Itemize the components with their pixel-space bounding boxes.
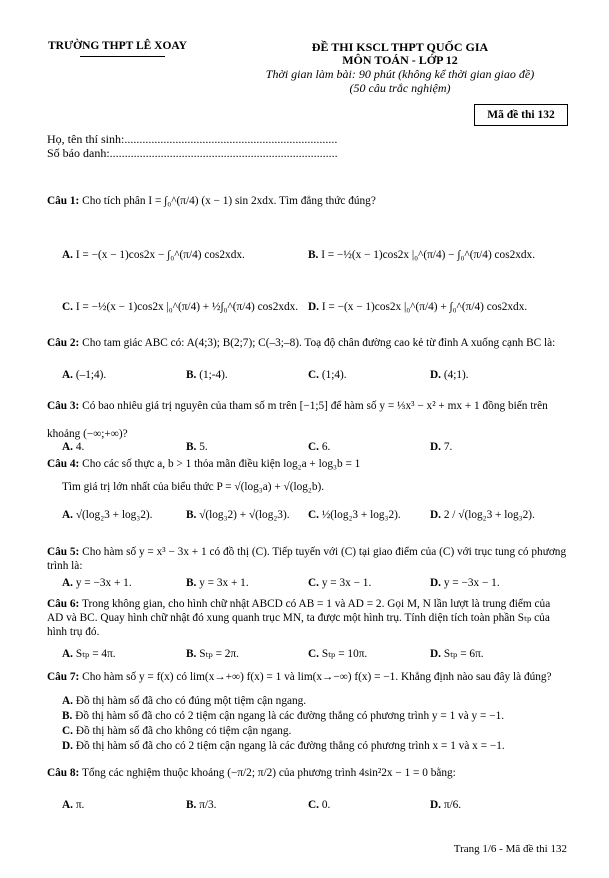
q5-text: Cho hàm số y = x³ − 3x + 1 có đồ thị (C). Tiếp tuyến với (C) tại giao điểm của (C) với trục tung có phương trình là: bbox=[47, 546, 567, 572]
q1-label: Câu 1: bbox=[47, 195, 80, 207]
q3-b-text: 5. bbox=[199, 441, 208, 453]
q4-text: Cho các số thực a, b > 1 thỏa mãn điều kiện log₂a + log₃b = 1 bbox=[82, 458, 361, 470]
q7-option-d: D. Đồ thị hàm số đã cho có 2 tiệm cận ngang là các đường thẳng có phương trình x = 1 và x = −1. bbox=[62, 740, 505, 752]
q7-b-text: Đồ thị hàm số đã cho có 2 tiệm cận ngang là các đường thẳng có phương trình y = 1 và y = −1. bbox=[75, 710, 505, 722]
q5-option-d: D. y = −3x − 1. bbox=[430, 577, 500, 589]
q8-c-text: 0. bbox=[321, 799, 331, 811]
q4-b-text: √(log₃2) + √(log₂3). bbox=[199, 509, 290, 521]
q3-text: Có bao nhiêu giá trị nguyên của tham số m trên [−1;5] để hàm số y = ⅓x³ − x² + mx + 1 đồng biến trên khoảng (−∞;+∞)? bbox=[47, 400, 548, 440]
q8-option-d: D. π/6. bbox=[430, 799, 462, 811]
question-5 bbox=[47, 545, 567, 573]
q8-d-text: π/6. bbox=[443, 799, 462, 811]
q1-b-text: I = −½(x − 1)cos2x |₀^(π/4) − ∫₀^(π/4) cos2xdx. bbox=[321, 249, 536, 261]
school-name: TRƯỜNG THPT LÊ XOAY bbox=[48, 40, 187, 52]
q6-option-d: D. Sₜₚ = 6π. bbox=[430, 648, 484, 660]
q8-text: Tổng các nghiệm thuộc khoảng (−π/2; π/2) của phương trình 4sin²2x − 1 = 0 bằng: bbox=[81, 767, 456, 779]
q6-a-text: Sₜₚ = 4π. bbox=[75, 648, 116, 660]
exam-format: (50 câu trắc nghiệm) bbox=[349, 81, 451, 95]
question-8 bbox=[47, 766, 567, 780]
q5-b-text: y = 3x + 1. bbox=[199, 577, 249, 589]
q2-option-c: C. (1;4). bbox=[308, 369, 347, 381]
q7-text: Cho hàm số y = f(x) có lim(x→+∞) f(x) = 1 và lim(x→−∞) f(x) = −1. Khẳng định nào sau đây là đúng? bbox=[82, 671, 552, 683]
q2-a-text: (–1;4). bbox=[75, 369, 107, 381]
exam-title: ĐỀ THI KSCL THPT QUỐC GIA bbox=[311, 40, 489, 54]
q5-d-text: y = −3x − 1. bbox=[443, 577, 500, 589]
q8-option-c: C. 0. bbox=[308, 799, 331, 811]
q1-expr: I = ∫₀^(π/4) (x − 1) sin 2xdx. bbox=[148, 195, 277, 207]
q2-option-b: B. (1;-4). bbox=[186, 369, 228, 381]
q3-a-text: 4. bbox=[75, 441, 85, 453]
q2-c-text: (1;4). bbox=[321, 369, 347, 381]
q2-b-text: (1;-4). bbox=[199, 369, 228, 381]
q1-tail: Tìm đẳng thức đúng? bbox=[279, 195, 376, 207]
q3-label: Câu 3: bbox=[47, 400, 80, 412]
school-underline bbox=[80, 56, 165, 57]
q8-option-b: B. π/3. bbox=[186, 799, 217, 811]
q5-label: Câu 5: bbox=[47, 546, 80, 558]
q4-option-c: C. ½(log₂3 + log₃2). bbox=[308, 509, 401, 521]
question-2 bbox=[47, 336, 567, 350]
q8-a-text: π. bbox=[75, 799, 85, 811]
subject: MÔN TOÁN - LỚP 12 bbox=[342, 53, 458, 67]
q7-option-c: C. Đồ thị hàm số đã cho không có tiệm cận ngang. bbox=[62, 725, 292, 737]
q1-c-text: I = −½(x − 1)cos2x |₀^(π/4) + ½∫₀^(π/4) cos2xdx. bbox=[75, 301, 299, 313]
q7-a-text: Đồ thị hàm số đã cho có đúng một tiệm cận ngang. bbox=[75, 695, 307, 707]
q1-text: Cho tích phân bbox=[82, 195, 146, 207]
q8-b-text: π/3. bbox=[199, 799, 217, 811]
q3-option-a: A. 4. bbox=[62, 441, 85, 453]
q3-option-d: D. 7. bbox=[430, 441, 453, 453]
question-4 bbox=[47, 457, 567, 471]
student-id-field: Số báo danh:............................................................................ bbox=[47, 146, 338, 160]
q4-label: Câu 4: bbox=[47, 458, 80, 470]
q4-option-a: A. √(log₂3 + log₃2). bbox=[62, 509, 153, 521]
q1-a-text: I = −(x − 1)cos2x − ∫₀^(π/4) cos2xdx. bbox=[75, 249, 245, 261]
q2-label: Câu 2: bbox=[47, 337, 80, 349]
q4-option-d: D. 2 / √(log₂3 + log₃2). bbox=[430, 509, 535, 521]
q4-text-2 bbox=[62, 480, 562, 494]
q1-d-text: I = −(x − 1)cos2x |₀^(π/4) + ∫₀^(π/4) cos2xdx. bbox=[321, 301, 528, 313]
q1-option-d: D. I = −(x − 1)cos2x |₀^(π/4) + ∫₀^(π/4) cos2xdx. bbox=[308, 301, 528, 313]
exam-time: Thời gian làm bài: 90 phút (không kể thời gian giao đề) bbox=[265, 67, 535, 81]
q2-text: Cho tam giác ABC có: A(4;3); B(2;7); C(–3;–8). Toạ độ chân đường cao kẻ từ đỉnh A xuống cạnh BC là: bbox=[82, 337, 556, 349]
q5-c-text: y = 3x − 1. bbox=[321, 577, 372, 589]
question-3 bbox=[47, 392, 567, 448]
q7-option-a: A. Đồ thị hàm số đã cho có đúng một tiệm cận ngang. bbox=[62, 695, 307, 707]
question-7 bbox=[47, 670, 567, 684]
q5-option-b: B. y = 3x + 1. bbox=[186, 577, 249, 589]
q6-option-b: B. Sₜₚ = 2π. bbox=[186, 648, 239, 660]
q1-option-c: C. I = −½(x − 1)cos2x |₀^(π/4) + ½∫₀^(π/4) cos2xdx. bbox=[62, 301, 299, 313]
q4-a-text: √(log₂3 + log₃2). bbox=[75, 509, 153, 521]
q7-option-b: B. Đồ thị hàm số đã cho có 2 tiệm cận ngang là các đường thẳng có phương trình y = 1 và y = −1. bbox=[62, 710, 505, 722]
q6-c-text: Sₜₚ = 10π. bbox=[321, 648, 368, 660]
q1-option-a: A. I = −(x − 1)cos2x − ∫₀^(π/4) cos2xdx. bbox=[62, 249, 245, 261]
q5-option-a: A. y = −3x + 1. bbox=[62, 577, 132, 589]
q2-d-text: (4;1). bbox=[443, 369, 469, 381]
q1-option-b: B. I = −½(x − 1)cos2x |₀^(π/4) − ∫₀^(π/4) cos2xdx. bbox=[308, 249, 536, 261]
q3-option-b: B. 5. bbox=[186, 441, 208, 453]
q5-a-text: y = −3x + 1. bbox=[75, 577, 132, 589]
q6-d-text: Sₜₚ = 6π. bbox=[443, 648, 484, 660]
q6-option-c: C. Sₜₚ = 10π. bbox=[308, 648, 368, 660]
q5-option-c: C. y = 3x − 1. bbox=[308, 577, 372, 589]
q6-option-a: A. Sₜₚ = 4π. bbox=[62, 648, 116, 660]
q7-d-text: Đồ thị hàm số đã cho có 2 tiệm cận ngang là các đường thẳng có phương trình x = 1 và x = −1. bbox=[75, 740, 505, 752]
q7-c-text: Đồ thị hàm số đã cho không có tiệm cận ngang. bbox=[75, 725, 292, 737]
page-footer: Trang 1/6 - Mã đề thi 132 bbox=[453, 843, 567, 855]
q4-d-text: 2 / √(log₂3 + log₃2). bbox=[443, 509, 535, 521]
q8-option-a: A. π. bbox=[62, 799, 85, 811]
question-1 bbox=[47, 194, 567, 208]
q2-option-d: D. (4;1). bbox=[430, 369, 469, 381]
q4-text2: Tìm giá trị lớn nhất của biểu thức P = √(log₃a) + √(log₂b). bbox=[62, 481, 325, 493]
q4-c-text: ½(log₂3 + log₃2). bbox=[321, 509, 401, 521]
q3-c-text: 6. bbox=[321, 441, 331, 453]
q6-text: Trong không gian, cho hình chữ nhật ABCD có AB = 1 và AD = 2. Gọi M, N lần lượt là trung điểm của AD và BC. Quay hình chữ nhật đó xung quanh trục MN, ta được một hình trụ. Tính diện tích toàn phần Sₜₚ của hình trụ đó. bbox=[47, 598, 551, 638]
exam-code-box: Mã đề thi 132 bbox=[474, 104, 568, 126]
q3-d-text: 7. bbox=[443, 441, 453, 453]
student-name-field: Họ, tên thí sinh:....................................................................... bbox=[47, 132, 338, 146]
q7-label: Câu 7: bbox=[47, 671, 80, 683]
question-6 bbox=[47, 597, 567, 639]
q2-option-a: A. (–1;4). bbox=[62, 369, 107, 381]
q3-option-c: C. 6. bbox=[308, 441, 331, 453]
q4-option-b: B. √(log₃2) + √(log₂3). bbox=[186, 509, 290, 521]
q6-b-text: Sₜₚ = 2π. bbox=[199, 648, 239, 660]
q8-label: Câu 8: bbox=[47, 767, 80, 779]
q6-label: Câu 6: bbox=[47, 598, 80, 610]
